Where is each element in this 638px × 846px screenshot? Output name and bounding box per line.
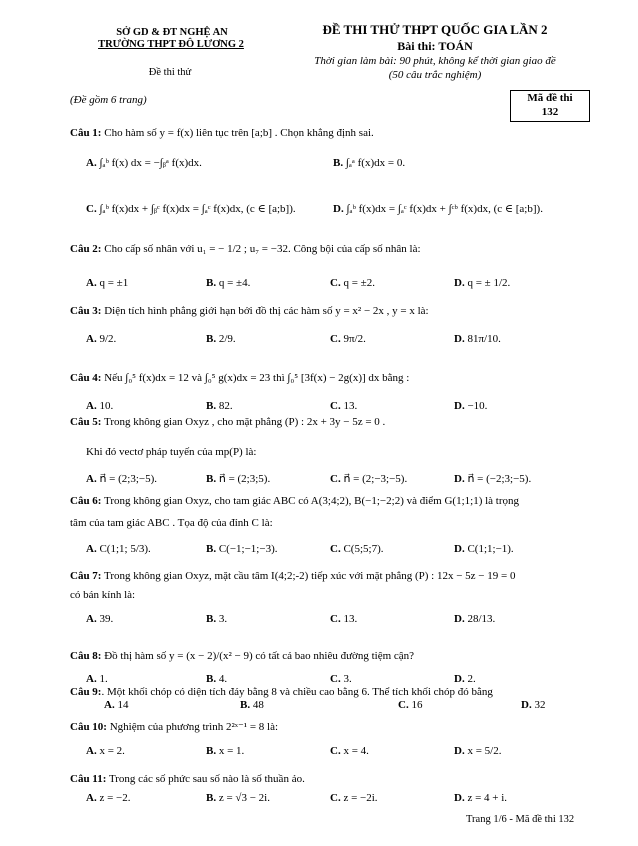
q1-option-c[interactable]: C. ∫ₐᵇ f(x)dx + ∫ᵦᶜ f(x)dx = ∫ₐᶜ f(x)dx, (c ∈ [a;b]). [86,203,296,215]
q7-option-b[interactable]: B. 3. [206,613,228,625]
q4-option-c[interactable]: C. 13. [330,400,358,412]
q6-option-c[interactable]: C. C(5;5;7). [330,543,384,555]
q5-option-a[interactable]: A. n⃗ = (2;3;−5). [86,473,158,485]
page-footer: Trang 1/6 - Mã đề thi 132 [466,814,575,825]
q8-option-a[interactable]: A. 1. [86,673,108,685]
time-note: Thời gian làm bài: 90 phút, không kể thời gian giao đề [314,55,556,67]
exam-code-box [510,90,590,122]
q6-option-a[interactable]: A. C(1;1; 5/3). [86,543,151,555]
q10-option-a[interactable]: A. x = 2. [86,745,125,757]
q5-option-b[interactable]: B. n⃗ = (2;3;5). [206,473,271,485]
exam-code-label: Mã đề thi [527,92,573,104]
question-7-continued: có bán kính là: [70,589,136,601]
q7-option-d[interactable]: D. 28/13. [454,613,496,625]
question-5-continued: Khi đó vectơ pháp tuyến của mp(P) là: [86,446,257,458]
q3-option-c[interactable]: C. 9π/2. [330,333,366,345]
q3-option-a[interactable]: A. 9/2. [86,333,117,345]
q4-option-b[interactable]: B. 82. [206,400,233,412]
question-count-note: (50 câu trắc nghiệm) [388,69,482,81]
question-3: Câu 3: Diện tích hình phẳng giới hạn bởi đồ thị các hàm số y = x² − 2x , y = x là: [70,305,429,317]
q4-option-a[interactable]: A. 10. [86,400,114,412]
pages-note: (Đề gồm 6 trang) [70,94,147,106]
exam-title: ĐỀ THI THỬ THPT QUỐC GIA LẦN 2 [322,22,548,37]
q5-option-d[interactable]: D. n⃗ = (−2;3;−5). [454,473,532,485]
school-name: TRƯỜNG THPT ĐÔ LƯƠNG 2 [98,39,244,50]
exam-code-value: 132 [541,106,559,118]
question-9: Câu 9:. Một khối chóp có diện tích đáy bằng 8 và chiều cao bằng 6. Thể tích khối chóp đó bằng [70,686,493,698]
q8-option-d[interactable]: D. 2. [454,673,476,685]
q1-option-a[interactable]: A. ∫ₐᵇ f(x) dx = −∫ᵦᵃ f(x)dx. [86,157,202,169]
q10-option-c[interactable]: C. x = 4. [330,745,369,757]
q8-option-c[interactable]: C. 3. [330,673,352,685]
q2-option-c[interactable]: C. q = ±2. [330,277,375,289]
q11-option-a[interactable]: A. z = −2. [86,792,131,804]
q9-option-b[interactable]: B. 48 [240,699,264,711]
q9-option-a[interactable]: A. 14 [104,699,129,711]
q2-option-b[interactable]: B. q = ±4. [206,277,251,289]
q7-option-a[interactable]: A. 39. [86,613,114,625]
q11-option-b[interactable]: B. z = √3 − 2i. [206,792,270,804]
department-name: SỞ GD & ĐT NGHỆ AN [116,27,228,38]
q7-option-c[interactable]: C. 13. [330,613,358,625]
q2-option-d[interactable]: D. q = ± 1/2. [454,277,511,289]
question-4: Câu 4: Nếu ∫₀⁵ f(x)dx = 12 và ∫₀⁵ g(x)dx = 23 thì ∫₀⁵ [3f(x) − 2g(x)] dx bằng : [70,372,410,384]
q6-option-d[interactable]: D. C(1;1;−1). [454,543,514,555]
question-10: Câu 10: Nghiệm của phương trình 2²ˣ⁻¹ = 8 là: [70,721,279,733]
subject: Bài thi: TOÁN [397,39,473,53]
q3-option-b[interactable]: B. 2/9. [206,333,236,345]
q11-option-c[interactable]: C. z = −2i. [330,792,378,804]
question-7: Câu 7: Trong không gian Oxyz, mặt cầu tâm I(4;2;-2) tiếp xúc với mặt phẳng (P) : 12x − 5z − 19 = 0 [70,570,516,582]
q2-option-a[interactable]: A. q = ±1 [86,277,129,289]
q10-option-d[interactable]: D. x = 5/2. [454,745,502,757]
q6-option-b[interactable]: B. C(−1;−1;−3). [206,543,278,555]
exam-kind: Đề thi thử [148,67,192,78]
question-6-continued: tâm của tam giác ABC . Tọa độ của đỉnh C là: [70,517,273,529]
q1-option-d[interactable]: D. ∫ₐᵇ f(x)dx = ∫ₐᶜ f(x)dx + ∫ᶜᵇ f(x)dx, (c ∈ [a;b]). [333,203,543,215]
question-2: Câu 2: Cho cấp số nhân với u₁ = − 1/2 ; u₇ = −32. Công bội của cấp số nhân là: [70,243,421,255]
q1-option-b[interactable]: B. ∫ₐᵃ f(x)dx = 0. [333,157,406,169]
q4-option-d[interactable]: D. −10. [454,400,488,412]
q10-option-b[interactable]: B. x = 1. [206,745,245,757]
question-1: Câu 1: Cho hàm số y = f(x) liên tục trên [a;b] . Chọn khẳng định sai. [70,127,374,139]
q11-option-d[interactable]: D. z = 4 + i. [454,792,508,804]
q8-option-b[interactable]: B. 4. [206,673,228,685]
question-5: Câu 5: Trong không gian Oxyz , cho mặt phẳng (P) : 2x + 3y − 5z = 0 . [70,416,386,428]
question-8: Câu 8: Đồ thị hàm số y = (x − 2)/(x² − 9) có tất cả bao nhiêu đường tiệm cận? [70,650,415,662]
q5-option-c[interactable]: C. n⃗ = (2;−3;−5). [330,473,408,485]
question-11: Câu 11: Trong các số phức sau số nào là số thuần ảo. [70,773,305,785]
q3-option-d[interactable]: D. 81π/10. [454,333,501,345]
q9-option-d[interactable]: D. 32 [521,699,546,711]
question-6: Câu 6: Trong không gian Oxyz, cho tam giác ABC có A(3;4;2), B(−1;−2;2) và điểm G(1;1;1) là trọng [70,495,520,507]
q9-option-c[interactable]: C. 16 [398,699,423,711]
